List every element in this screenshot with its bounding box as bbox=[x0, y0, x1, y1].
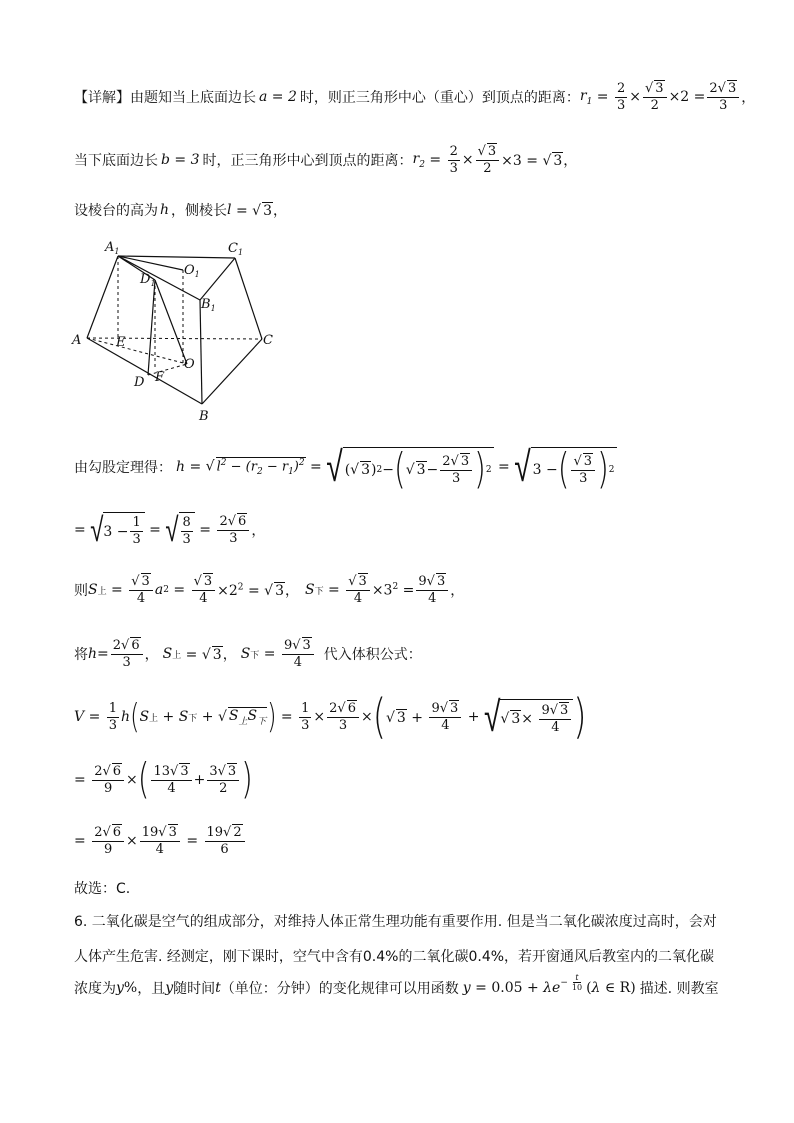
solution-line-3: 设棱台的高为 h ，侧棱长 l = √ 3 ， bbox=[74, 202, 287, 219]
solution-line-1: 【详解】 由题知当上底面边长 a = 2 时，则正三角形中心（重心）到顶点的距离： $r_1$ = $\frac{2}{3}$ × $\frac{√ 3}{2}$ ×2 = $\frac{2√ 3}{3}$ ， bbox=[74, 80, 756, 113]
label-c1: $C_1$ bbox=[228, 241, 244, 257]
label-o: O bbox=[184, 357, 195, 372]
label-o1: $O_1$ bbox=[184, 263, 200, 279]
solution-line-9: = $\frac{2√ 6}{9}$ × ( $\frac{13√ 3}{4}$ + $\frac{3√ 3}{2}$ ) bbox=[74, 755, 253, 804]
solution-line-10: = $\frac{2√ 6}{9}$ × $\frac{19√ 3}{4}$ = $\frac{19√ 2}{6}$ bbox=[74, 824, 247, 858]
question-6-line-2: 人体产生危害. 经测定，刚下课时，空气中含有0.4%的二氧化碳0.4%，若开窗通风后教室内的二氧化碳 bbox=[74, 949, 715, 965]
label-e: E bbox=[116, 335, 126, 350]
label-b1: $B_1$ bbox=[201, 297, 216, 313]
question-6-line-3: 浓度为 y % ，且 y 随时间 t （单位：分钟）的变化规律可以用函数 y = 0.05 + λ e $^{- \frac{t}{10}}$ (λ ∈ R) 描述. 则教室 bbox=[74, 972, 719, 997]
label-f: F bbox=[155, 370, 165, 385]
answer-line: 故选：C. bbox=[74, 881, 131, 897]
solution-line-2: 当下底面边长 b = 3 时，正三角形中心到顶点的距离： $r_2$ = $\frac{2}{3}$ × $\frac{√ 3}{2}$ ×3 = √ 3 ， bbox=[74, 143, 578, 176]
label-d1: $D_1$ bbox=[140, 272, 156, 288]
solution-line-8: V = $\frac{1}{3}$ h ( S 上 + S 下 + √ $S_上S_下$ ) = $\frac{1}{3}$ × $\frac{2√ 6}{3}$ × ( √ 3 + $\frac{9√ 3}{4}$ + √ √ 3 × $\frac{9√ 3}{4}$ ) bbox=[74, 689, 587, 745]
solution-line-6: 则 S 上 = $\frac{√ 3}{4}$ a 2 = $\frac{√ 3}{4}$ $\times 2^2$ = √ 3 ， S 下 = $\frac{√ 3}{4}$ $\times 3^2$ = $\frac{9√ 3}{4}$ ， bbox=[74, 574, 465, 606]
label-c: C bbox=[263, 333, 273, 348]
solution-line-5: = √ 3 − $\frac{1}{3}$ = √ $\frac{8}{3}$ = $\frac{2√ 6}{3}$ ， bbox=[74, 509, 266, 549]
label-b: B bbox=[199, 409, 209, 423]
label-d: D bbox=[134, 375, 145, 390]
solution-label: 【详解】 bbox=[74, 90, 130, 106]
solution-line-4: 由勾股定理得： h = √ $l^2 - (r_2 - r_1)^2$ = √ (√ 3 ) 2 − ( √ 3 − $\frac{2√ 3}{3}$ ) 2 = √ 3 − ( $\frac{√ 3}{3}$ ) 2 bbox=[74, 442, 615, 494]
frustum-figure bbox=[70, 238, 290, 423]
question-6-line-1: 6. 二氧化碳是空气的组成部分，对维持人体正常生理功能有重要作用. 但是当二氧化碳浓度过高时，会对 bbox=[74, 914, 717, 930]
label-a1: $A_1$ bbox=[105, 240, 120, 256]
solution-line-7: 将 h = $\frac{2√ 6}{3}$ ， S 上 = √ 3 ， S 下 = $\frac{9√ 3}{4}$ 代入体积公式： bbox=[74, 638, 422, 670]
label-a: A bbox=[72, 333, 82, 348]
